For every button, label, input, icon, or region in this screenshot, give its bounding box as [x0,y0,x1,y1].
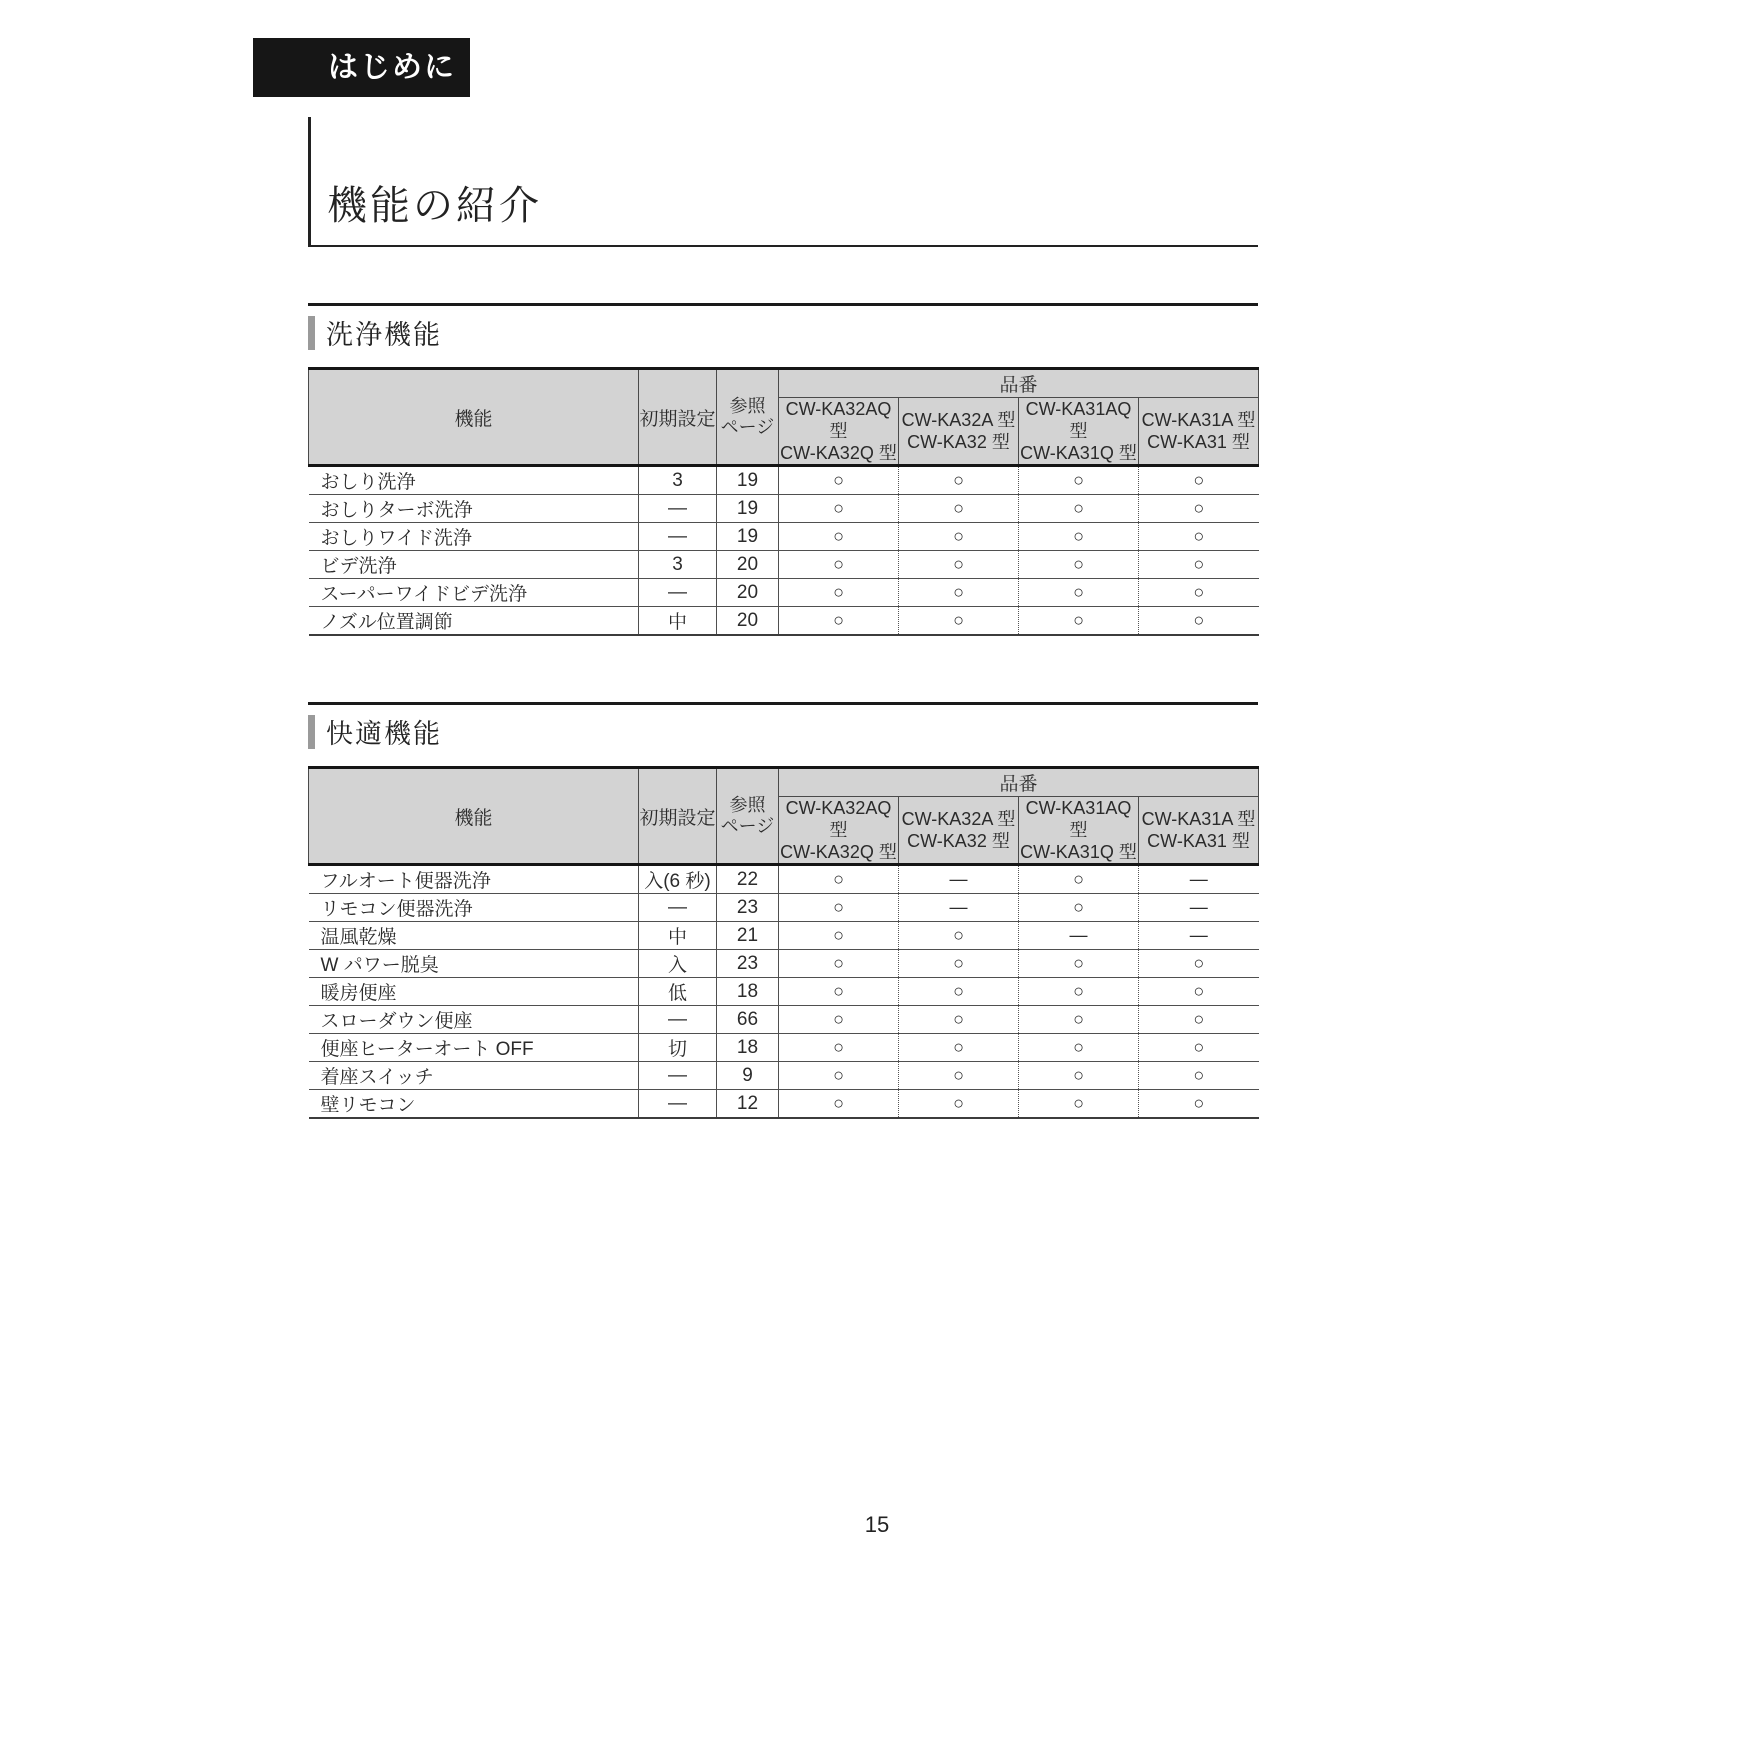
model-support-cell: — [899,865,1019,894]
ref-page-cell: 20 [717,579,779,607]
model-name: CW-KA32 型 [907,432,1010,452]
ref-page-cell: 22 [717,865,779,894]
model-name: CW-KA31Q 型 [1020,842,1137,862]
table-row [309,1062,1259,1090]
col-header-model-3 [1019,398,1139,466]
table-row [309,894,1259,922]
table-row [309,523,1259,551]
section-accent-bar [308,316,315,350]
table-row [309,1006,1259,1034]
model-support-cell: ○ [1019,1034,1139,1062]
model-support-cell: ○ [779,1062,899,1090]
ref-page-cell: 66 [717,1006,779,1034]
section-title: 洗浄機能 [326,320,442,350]
model-name: CW-KA31A 型 [1141,410,1256,430]
function-name-cell: おしりターボ洗浄 [309,495,639,523]
model-name: CW-KA31A 型 [1141,809,1256,829]
model-name: CW-KA32Q 型 [780,842,897,862]
ref-page-cell: 19 [717,523,779,551]
model-support-cell: ○ [1139,1062,1259,1090]
model-support-cell: ○ [779,950,899,978]
model-support-cell: ○ [1019,523,1139,551]
function-name-cell: リモコン便器洗浄 [309,894,639,922]
page-title: 機能の紹介 [327,184,542,228]
model-name: CW-KA31AQ 型 [1025,798,1132,840]
model-support-cell: ○ [1019,1090,1139,1119]
model-support-cell: ○ [1019,495,1139,523]
default-setting-cell: 入 [639,950,717,978]
model-support-cell: — [899,894,1019,922]
default-setting-cell: 入(6 秒) [639,865,717,894]
model-support-cell: ○ [1019,579,1139,607]
model-support-cell: ○ [899,1090,1019,1119]
model-support-cell: ○ [1019,978,1139,1006]
sections [308,303,1258,1119]
col-header-ref-page [717,369,779,466]
model-support-cell: ○ [779,523,899,551]
col-header-model-1 [779,797,899,865]
model-support-cell: ○ [779,607,899,636]
default-setting-cell: 中 [639,607,717,636]
model-support-cell: — [1139,922,1259,950]
function-name-cell: スーパーワイドビデ洗浄 [309,579,639,607]
model-support-cell: ○ [899,922,1019,950]
table-body [309,865,1259,1119]
function-name-cell: おしりワイド洗浄 [309,523,639,551]
ref-page-cell: 23 [717,894,779,922]
model-name: CW-KA31 型 [1147,831,1250,851]
page-number: 15 [864,1512,890,1537]
default-setting-cell: 切 [639,1034,717,1062]
ref-page-cell: 20 [717,607,779,636]
function-name-cell: スローダウン便座 [309,1006,639,1034]
col-header-default-setting: 初期設定 [639,369,717,466]
model-name: CW-KA31 型 [1147,432,1250,452]
ref-page-line1: 参照 [729,795,766,815]
model-name: CW-KA31AQ 型 [1025,399,1132,441]
function-name-cell: フルオート便器洗浄 [309,865,639,894]
model-support-cell: ○ [1139,523,1259,551]
model-support-cell: ○ [1019,865,1139,894]
col-header-product-number: 品番 [779,369,1259,398]
model-support-cell: ○ [779,922,899,950]
model-support-cell: ○ [899,950,1019,978]
model-support-cell: ○ [899,978,1019,1006]
model-support-cell: ○ [779,466,899,495]
model-name: CW-KA32 型 [907,831,1010,851]
col-header-model-1 [779,398,899,466]
ref-page-cell: 19 [717,466,779,495]
function-name-cell: 温風乾燥 [309,922,639,950]
model-support-cell: ○ [899,1006,1019,1034]
model-support-cell: ○ [1139,978,1259,1006]
model-support-cell: ○ [1139,495,1259,523]
section-header [308,306,1258,367]
table-row [309,1034,1259,1062]
model-name: CW-KA31Q 型 [1020,443,1137,463]
model-support-cell: ○ [779,1090,899,1119]
chapter-badge: はじめに [253,38,470,97]
table-row [309,607,1259,636]
model-support-cell: — [1019,922,1139,950]
model-support-cell: ○ [1139,1034,1259,1062]
function-name-cell: ノズル位置調節 [309,607,639,636]
col-header-model-4 [1139,797,1259,865]
function-name-cell: 壁リモコン [309,1090,639,1119]
ref-page-cell: 19 [717,495,779,523]
col-header-model-3 [1019,797,1139,865]
ref-page-line2: ページ [720,417,775,437]
col-header-product-number: 品番 [779,768,1259,797]
model-support-cell: ○ [1019,551,1139,579]
ref-page-cell: 21 [717,922,779,950]
col-header-model-2 [899,398,1019,466]
default-setting-cell: — [639,1062,717,1090]
model-support-cell: ○ [899,466,1019,495]
col-header-ref-page [717,768,779,865]
section-title: 快適機能 [326,719,442,749]
col-header-model-2 [899,797,1019,865]
model-support-cell: ○ [1019,466,1139,495]
default-setting-cell: — [639,579,717,607]
ref-page-cell: 23 [717,950,779,978]
col-header-function: 機能 [309,369,639,466]
default-setting-cell: 3 [639,466,717,495]
model-support-cell: ○ [899,1034,1019,1062]
table-body [309,466,1259,636]
model-support-cell: ○ [779,894,899,922]
function-name-cell: 便座ヒーターオート OFF [309,1034,639,1062]
ref-page-line2: ページ [720,816,775,836]
model-support-cell: ○ [899,1062,1019,1090]
col-header-default-setting: 初期設定 [639,768,717,865]
function-table [308,766,1259,1119]
default-setting-cell: — [639,523,717,551]
default-setting-cell: 3 [639,551,717,579]
model-support-cell: — [1139,894,1259,922]
section-accent-bar [308,715,315,749]
function-name-cell: W パワー脱臭 [309,950,639,978]
ref-page-cell: 9 [717,1062,779,1090]
model-name: CW-KA32AQ 型 [785,798,892,840]
function-table [308,367,1259,636]
model-support-cell: ○ [1139,579,1259,607]
model-name: CW-KA32Q 型 [780,443,897,463]
model-support-cell: ○ [1019,950,1139,978]
model-support-cell: — [1139,865,1259,894]
section-header [308,705,1258,766]
default-setting-cell: — [639,1090,717,1119]
model-support-cell: ○ [1139,1090,1259,1119]
table-row [309,579,1259,607]
function-name-cell: 暖房便座 [309,978,639,1006]
model-support-cell: ○ [779,1034,899,1062]
ref-page-cell: 18 [717,1034,779,1062]
model-support-cell: ○ [779,978,899,1006]
table-row [309,495,1259,523]
ref-page-cell: 20 [717,551,779,579]
model-support-cell: ○ [1139,466,1259,495]
table-row [309,922,1259,950]
model-support-cell: ○ [1139,607,1259,636]
model-support-cell: ○ [1139,950,1259,978]
table-row [309,1090,1259,1119]
table-row [309,551,1259,579]
model-support-cell: ○ [899,523,1019,551]
page-title-block [308,117,1258,247]
model-support-cell: ○ [899,607,1019,636]
function-name-cell: おしり洗浄 [309,466,639,495]
model-name: CW-KA32A 型 [901,809,1016,829]
model-support-cell: ○ [1019,1006,1139,1034]
table-row [309,865,1259,894]
col-header-model-4 [1139,398,1259,466]
model-support-cell: ○ [1019,607,1139,636]
model-support-cell: ○ [1139,551,1259,579]
model-support-cell: ○ [779,865,899,894]
table-row [309,950,1259,978]
feature-section [308,303,1258,636]
model-support-cell: ○ [779,579,899,607]
feature-section [308,702,1258,1119]
default-setting-cell: 低 [639,978,717,1006]
ref-page-line1: 参照 [729,396,766,416]
model-support-cell: ○ [1139,1006,1259,1034]
function-name-cell: 着座スイッチ [309,1062,639,1090]
model-support-cell: ○ [779,495,899,523]
default-setting-cell: 中 [639,922,717,950]
model-support-cell: ○ [899,551,1019,579]
default-setting-cell: — [639,495,717,523]
model-support-cell: ○ [779,1006,899,1034]
function-name-cell: ビデ洗浄 [309,551,639,579]
model-support-cell: ○ [1019,894,1139,922]
ref-page-cell: 12 [717,1090,779,1119]
ref-page-cell: 18 [717,978,779,1006]
model-name: CW-KA32AQ 型 [785,399,892,441]
model-support-cell: ○ [779,551,899,579]
model-support-cell: ○ [899,495,1019,523]
default-setting-cell: — [639,894,717,922]
default-setting-cell: — [639,1006,717,1034]
model-name: CW-KA32A 型 [901,410,1016,430]
model-support-cell: ○ [899,579,1019,607]
col-header-function: 機能 [309,768,639,865]
model-support-cell: ○ [1019,1062,1139,1090]
table-row [309,978,1259,1006]
table-row [309,466,1259,495]
